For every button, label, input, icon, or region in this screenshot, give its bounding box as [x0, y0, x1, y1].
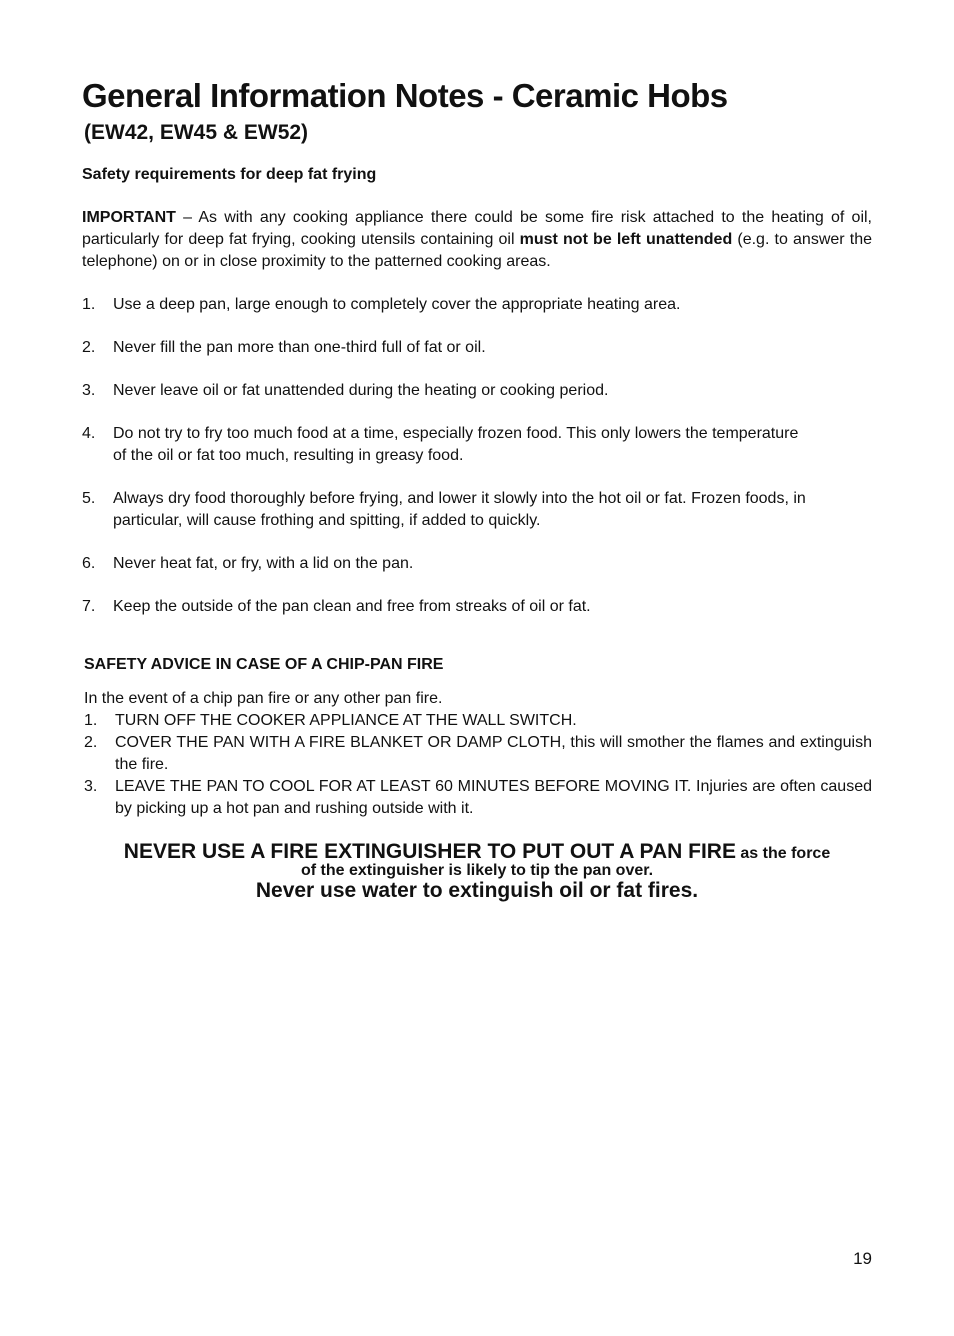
list-item-number: 4.: [82, 425, 96, 442]
important-text-2: (e.g. to answer the telephone) on or in close proximity to the patterned cooking areas.: [82, 231, 872, 270]
list-item-text: LEAVE THE PAN TO COOL FOR AT LEAST 60 MINUTES BEFORE MOVING IT. Injuries are often caused by picking up a hot pan and rushing outside with it.: [115, 778, 872, 817]
list-item: [82, 553, 872, 575]
water-warning: Never use water to extinguish oil or fat fires.: [255, 879, 699, 902]
important-paragraph: [82, 207, 872, 273]
extinguisher-warning: [82, 840, 872, 904]
page-title: General Information Notes - Ceramic Hobs: [82, 77, 728, 114]
page-number: 19: [853, 1249, 872, 1268]
list-item-number: 1.: [84, 712, 98, 729]
list-item-text: Keep the outside of the pan clean and free from streaks of oil or fat.: [113, 598, 591, 615]
list-item: [82, 337, 872, 359]
list-item-number: 7.: [82, 598, 96, 615]
list-item-number: 2.: [82, 339, 96, 356]
list-item: [82, 596, 872, 618]
deep-fat-heading: Safety requirements for deep fat frying: [82, 166, 377, 183]
list-item-text: COVER THE PAN WITH A FIRE BLANKET OR DAMP CLOTH, this will smother the flames and extinguish the fire.: [115, 734, 872, 773]
list-item-text: Always dry food thoroughly before frying, and lower it slowly into the hot oil or fat. Frozen foods, in particular, will cause frothing and spitting, if added to quickly.: [113, 490, 806, 529]
list-item: [82, 294, 872, 316]
important-emphasis: must not be left unattended: [519, 231, 733, 248]
list-item-text: Never fill the pan more than one-third full of fat or oil.: [113, 339, 486, 356]
chip-pan-heading: SAFETY ADVICE IN CASE OF A CHIP-PAN FIRE: [84, 656, 444, 673]
list-item-text: TURN OFF THE COOKER APPLIANCE AT THE WALL SWITCH.: [115, 712, 577, 729]
list-item: [84, 776, 872, 820]
list-item: [84, 710, 872, 732]
chip-pan-intro: In the event of a chip pan fire or any other pan fire.: [84, 690, 443, 707]
list-item-text: Use a deep pan, large enough to completely cover the appropriate heating area.: [113, 296, 681, 313]
warning-headline: NEVER USE A FIRE EXTINGUISHER TO PUT OUT A PAN FIRE: [123, 840, 736, 863]
warning-second-line: of the extinguisher is likely to tip the pan over.: [300, 862, 654, 879]
list-item-text: Never leave oil or fat unattended during the heating or cooking period.: [113, 382, 609, 399]
list-item-number: 2.: [84, 734, 98, 751]
page-subtitle: (EW42, EW45 & EW52): [84, 121, 309, 144]
list-item-number: 1.: [82, 296, 96, 313]
list-item-text: Do not try to fry too much food at a time, especially frozen food. This only lowers the temperature of the oil or fat too much, resulting in greasy food.: [113, 425, 799, 464]
deep-fat-rules-list: [82, 294, 872, 618]
chip-pan-steps-list: [84, 710, 872, 820]
list-item-number: 3.: [82, 382, 96, 399]
list-item: [82, 423, 872, 467]
list-item: [84, 732, 872, 776]
list-item-text: Never heat fat, or fry, with a lid on the pan.: [113, 555, 414, 572]
list-item: [82, 380, 872, 402]
important-text-1: – As with any cooking appliance there could be some fire risk attached to the heating of oil, particularly for deep fat frying, cooking utensils containing oil: [82, 209, 872, 248]
important-label: IMPORTANT: [82, 209, 176, 226]
list-item-number: 3.: [84, 778, 98, 795]
page-content: [82, 74, 872, 904]
list-item-number: 6.: [82, 555, 96, 572]
list-item: [82, 488, 872, 532]
warning-tail: as the force: [735, 845, 831, 862]
list-item-number: 5.: [82, 490, 96, 507]
